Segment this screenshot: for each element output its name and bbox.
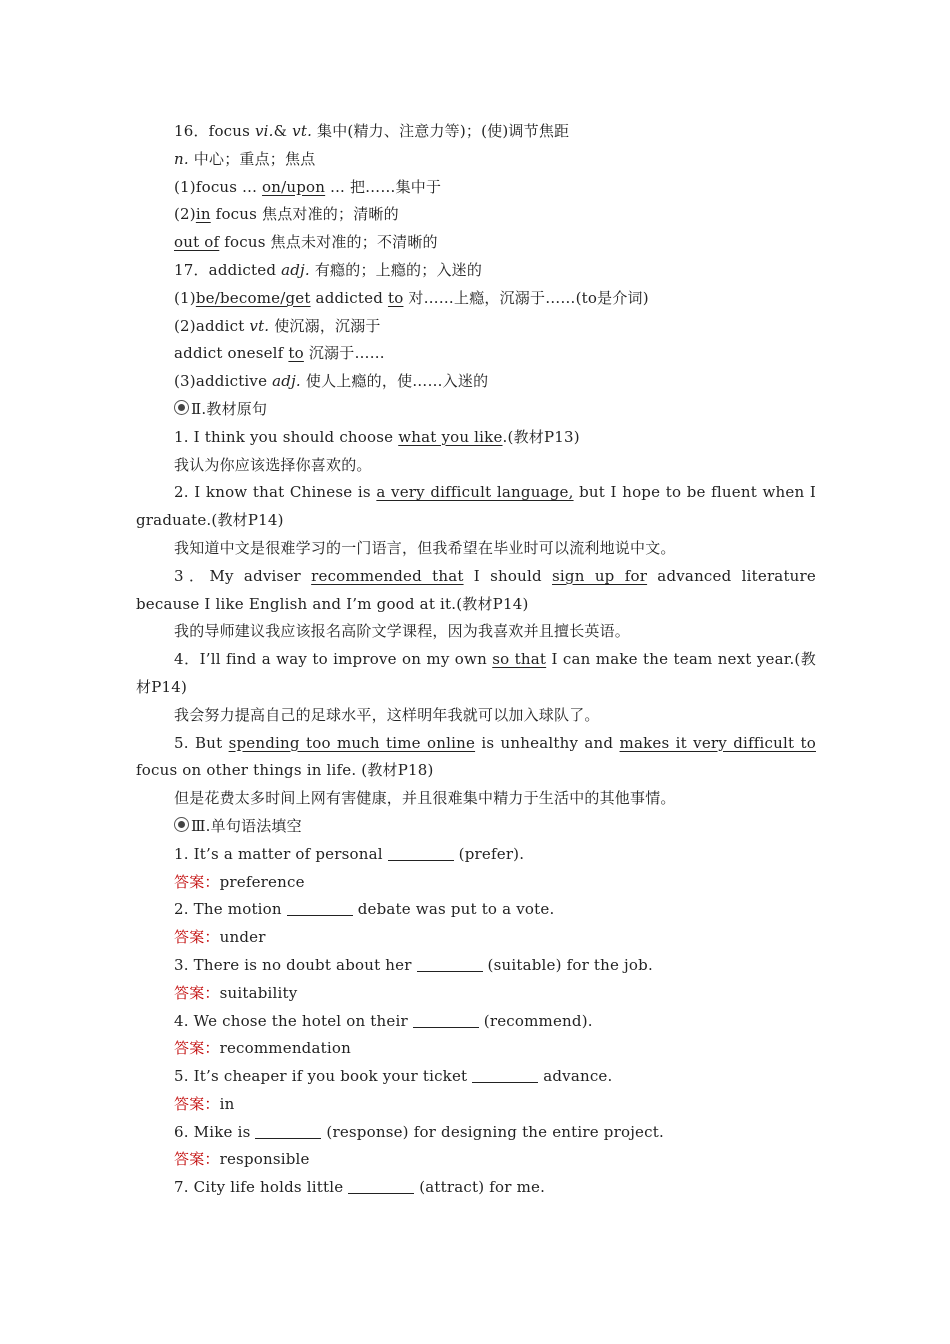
vocab-line: (1)focus ... on/upon ... 把……集中于	[174, 177, 442, 196]
answer-blank	[255, 1124, 321, 1139]
sentence-5: 5. But spending too much time online is unhealthy and makes it very difficult to focus on other things in life. (教材P18)	[136, 733, 816, 780]
vocab-line: out of focus 焦点未对准的；不清晰的	[174, 233, 438, 252]
question-7: 7. City life holds little (attract) for me.	[174, 1178, 546, 1197]
answer-line: 答案：suitability	[174, 983, 298, 1002]
vocab-line: addict oneself to 沉溺于……	[174, 344, 385, 363]
answer-line: 答案：in	[174, 1094, 235, 1113]
document-page	[136, 118, 816, 1202]
answer-blank	[348, 1179, 414, 1194]
sentence-2: 2. I know that Chinese is a very difficult language, but I hope to be fluent when I graduate.(教材P14)	[136, 483, 816, 530]
section-heading: Ⅱ.教材原句	[136, 396, 816, 424]
answer-blank	[472, 1068, 538, 1083]
answer-line: 答案：under	[174, 928, 266, 947]
answer-line: 答案：recommendation	[174, 1039, 351, 1058]
sentence-translation: 我会努力提高自己的足球水平，这样明年我就可以加入球队了。	[174, 705, 600, 724]
circle-bullet-icon	[174, 817, 189, 832]
circle-bullet-icon	[174, 400, 189, 415]
question-6: 6. Mike is (response) for designing the entire project.	[174, 1122, 664, 1141]
vocab-line: n. 中心；重点；焦点	[174, 149, 316, 168]
sentence-translation: 但是花费太多时间上网有害健康，并且很难集中精力于生活中的其他事情。	[174, 789, 676, 808]
question-5: 5. It’s cheaper if you book your ticket advance.	[174, 1067, 613, 1086]
vocab-line: (2)addict vt. 使沉溺，沉溺于	[174, 316, 381, 335]
answer-blank	[413, 1013, 479, 1028]
question-2: 2. The motion debate was put to a vote.	[174, 900, 555, 919]
answer-line: 答案：preference	[174, 872, 305, 891]
vocab-line: (1)be/become/get addicted to 对……上瘾，沉溺于……(to是介词)	[174, 288, 649, 307]
sentence-1: 1. I think you should choose what you like.(教材P13)	[174, 427, 580, 446]
sentence-translation: 我知道中文是很难学习的一门语言，但我希望在毕业时可以流利地说中文。	[174, 538, 676, 557]
question-1: 1. It’s a matter of personal (prefer).	[174, 844, 525, 863]
vocab-line: (3)addictive adj. 使人上瘾的，使……入迷的	[174, 372, 489, 391]
sentence-4: 4．I’ll find a way to improve on my own so that I can make the team next year.(教材P14)	[136, 650, 817, 696]
answer-blank	[287, 901, 353, 916]
section-heading: Ⅲ.单句语法填空	[136, 813, 816, 841]
vocab-line: (2)in focus 焦点对准的；清晰的	[174, 205, 399, 224]
answer-line: 答案：responsible	[174, 1150, 310, 1169]
question-4: 4. We chose the hotel on their (recommend).	[174, 1011, 593, 1030]
sentence-3: 3．My adviser recommended that I should sign up for advanced literature because I like English and I’m good at it.(教材P14)	[136, 566, 816, 613]
vocab-entry-17: 17．addicted adj. 有瘾的；上瘾的；入迷的	[174, 260, 483, 279]
vocab-entry-16: 16．focus vi.& vt. 集中(精力、注意力等)；(使)调节焦距	[174, 122, 570, 140]
sentence-translation: 我认为你应该选择你喜欢的。	[174, 455, 372, 474]
question-3: 3. There is no doubt about her (suitable) for the job.	[174, 955, 653, 974]
answer-blank	[388, 846, 454, 861]
answer-blank	[417, 957, 483, 972]
sentence-translation: 我的导师建议我应该报名高阶文学课程，因为我喜欢并且擅长英语。	[174, 622, 631, 641]
